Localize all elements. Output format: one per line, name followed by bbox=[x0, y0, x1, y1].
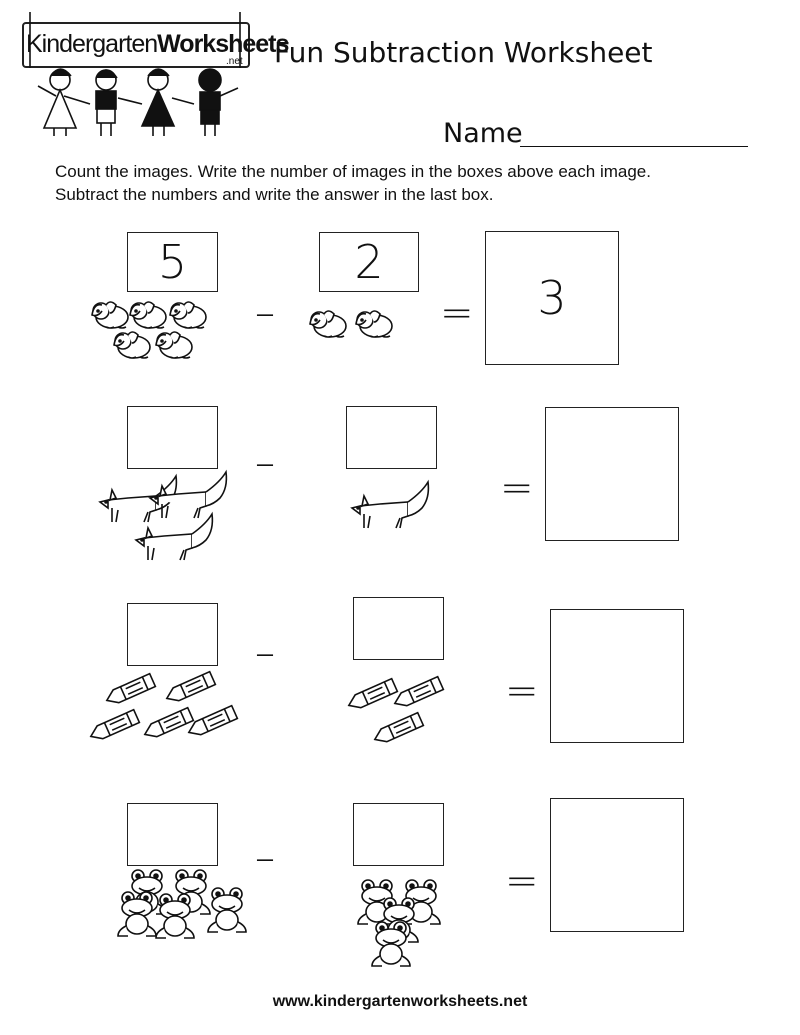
children-icon bbox=[30, 66, 245, 138]
bunny-icon bbox=[170, 302, 206, 328]
frog-icon bbox=[118, 892, 156, 936]
bunny-icon bbox=[156, 332, 192, 358]
name-label: Name bbox=[443, 118, 523, 149]
bunny-group-2-icon bbox=[308, 300, 408, 345]
crayon-icon bbox=[392, 677, 443, 710]
fox-icon bbox=[150, 472, 226, 518]
crayon-icon bbox=[104, 674, 155, 707]
crayon-icon bbox=[164, 672, 215, 705]
instructions bbox=[55, 160, 651, 206]
frog-icon bbox=[208, 888, 246, 932]
crayon-group-5-icon bbox=[88, 672, 243, 742]
frog-group-4-icon bbox=[352, 876, 447, 958]
problem-2-second-box[interactable] bbox=[346, 406, 437, 469]
crayon-icon bbox=[88, 710, 139, 743]
crayon-icon bbox=[346, 679, 397, 712]
problem-3-equals: = bbox=[505, 668, 539, 714]
bunny-icon bbox=[130, 302, 166, 328]
instructions-line-1: Count the images. Write the number of images in the boxes above each image. bbox=[55, 162, 651, 181]
crayon-icon bbox=[372, 713, 423, 746]
problem-2-minus: – bbox=[255, 440, 275, 486]
crayon-icon bbox=[142, 708, 193, 741]
bunny-icon bbox=[356, 311, 392, 337]
problem-1-result-box[interactable]: 3 bbox=[485, 231, 619, 365]
problem-3-first-box[interactable] bbox=[127, 603, 218, 666]
problem-2-first-box[interactable] bbox=[127, 406, 218, 469]
problem-2-result-box[interactable] bbox=[545, 407, 679, 541]
logo-text: KindergartenWorksheets bbox=[26, 30, 289, 58]
bunny-icon bbox=[114, 332, 150, 358]
footer-url: www.kindergartenworksheets.net bbox=[272, 993, 528, 1010]
frog-group-5-icon bbox=[118, 868, 248, 950]
problem-1-first-box[interactable]: 5 bbox=[127, 232, 218, 292]
instructions-line-2: Subtract the numbers and write the answer in the last box. bbox=[55, 185, 494, 204]
fox-icon bbox=[352, 482, 428, 528]
crayon-group-3-icon bbox=[342, 673, 452, 738]
problem-4-minus: – bbox=[255, 835, 275, 881]
problem-3-result-box[interactable] bbox=[550, 609, 684, 743]
crayon-icon bbox=[186, 706, 237, 739]
bunny-group-5-icon bbox=[92, 295, 232, 370]
frog-icon bbox=[372, 922, 410, 966]
page-title: Fun Subtraction Worksheet bbox=[274, 36, 653, 69]
problem-1-equals: = bbox=[440, 290, 474, 336]
problem-4-result-box[interactable] bbox=[550, 798, 684, 932]
fox-group-1-icon bbox=[344, 478, 444, 534]
problem-2-equals: = bbox=[500, 465, 534, 511]
problem-4-equals: = bbox=[505, 858, 539, 904]
problem-3-second-box[interactable] bbox=[353, 597, 444, 660]
frog-icon bbox=[156, 894, 194, 938]
bunny-icon bbox=[310, 311, 346, 337]
problem-1-second-box[interactable]: 2 bbox=[319, 232, 419, 292]
problem-4-first-box[interactable] bbox=[127, 803, 218, 866]
problem-4-second-box[interactable] bbox=[353, 803, 444, 866]
fox-group-3-icon bbox=[94, 474, 249, 572]
logo-net: .net bbox=[226, 56, 243, 67]
problem-1-minus: – bbox=[255, 290, 275, 336]
name-field[interactable] bbox=[520, 146, 748, 147]
bunny-icon bbox=[92, 302, 128, 328]
problem-3-minus: – bbox=[255, 630, 275, 676]
